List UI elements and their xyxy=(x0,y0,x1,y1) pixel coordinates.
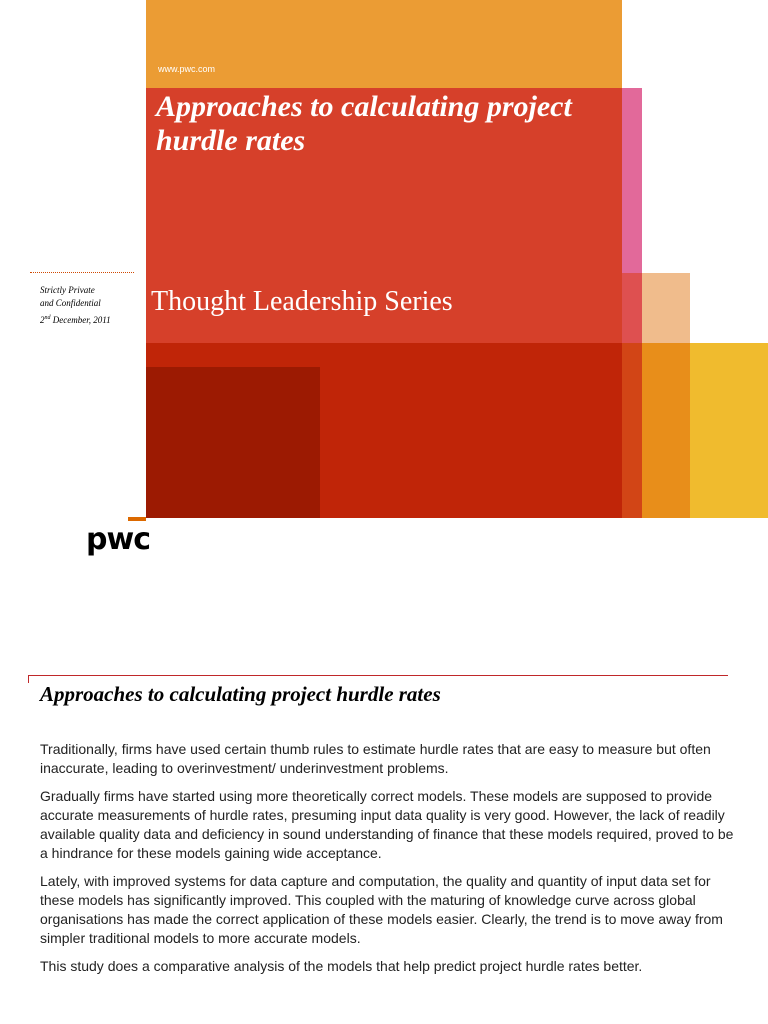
pwc-logo: pwc xyxy=(86,522,150,557)
date-day: 2 xyxy=(40,315,45,325)
document-date xyxy=(40,314,140,327)
section-body xyxy=(40,740,740,985)
section-divider-tick xyxy=(28,675,29,683)
cover-block-rose xyxy=(622,273,642,343)
section-divider xyxy=(28,675,728,676)
cover-block-orange xyxy=(146,0,622,88)
series-title: Thought Leadership Series xyxy=(151,286,453,317)
paragraph: Gradually firms have started using more theoretically correct models. These models are supposed to provide accurate measurements of hurdle rates, presuming input data quality is very good. However, the lack of readily available quality data and deficiency in sound understanding of finance that these models required, proved to be a hindrance for these models gaining wide acceptance. xyxy=(40,788,734,861)
paragraph: This study does a comparative analysis of the models that help predict project hurdle rates better. xyxy=(40,958,643,974)
section-title: Approaches to calculating project hurdle rates xyxy=(40,682,441,706)
paragraph: Lately, with improved systems for data capture and computation, the quality and quantity of input data set for these models has significantly improved. This coupled with the maturing of knowledge curve across global organisations has made the correct application of these models easier. Clearly, the trend is to move away from simpler traditional models to more accurate models. xyxy=(40,873,723,946)
logo-accent-bar xyxy=(128,517,146,521)
confidentiality-line-2: and Confidential xyxy=(40,298,101,308)
cover-block-yellow xyxy=(690,343,768,518)
cover-block-pink xyxy=(622,88,642,273)
paragraph: Traditionally, firms have used certain thumb rules to estimate hurdle rates that are easy to measure but often inaccurate, leading to overinvestment/ underinvestment problems. xyxy=(40,741,711,776)
document-meta xyxy=(40,284,140,327)
meta-divider xyxy=(30,272,134,273)
cover-block-dark-red xyxy=(146,367,320,518)
website-link[interactable]: www.pwc.com xyxy=(158,64,216,74)
cover-block-amber xyxy=(642,343,690,518)
cover-block-red-orange xyxy=(622,343,642,518)
date-rest: December, 2011 xyxy=(50,315,111,325)
confidentiality-line-1: Strictly Private xyxy=(40,285,95,295)
cover-block-peach xyxy=(642,273,690,343)
date-suffix: nd xyxy=(44,315,51,321)
cover-title: Approaches to calculating project hurdle rates xyxy=(156,90,572,157)
